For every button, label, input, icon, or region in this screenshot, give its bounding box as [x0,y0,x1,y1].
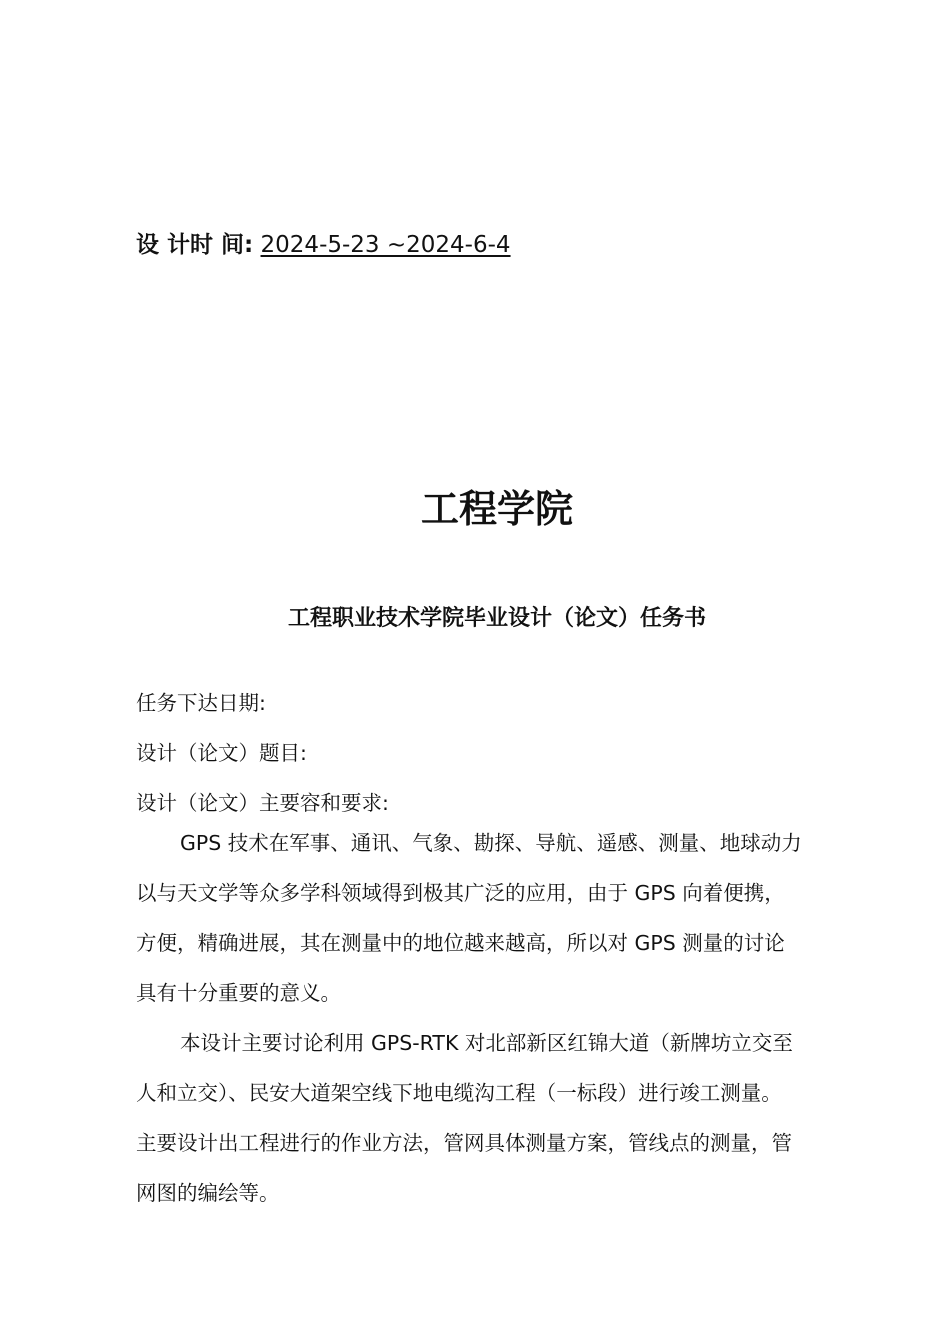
design-time-label: 设 计时 间: [136,232,254,258]
document-title: 工程职业技术学院毕业设计（论文）任务书 [287,606,706,631]
task-fields [136,678,389,828]
body-text [136,818,860,1218]
design-time-row [136,228,511,262]
paragraph-line: GPS 技术在军事、通讯、气象、勘探、导航、遥感、测量、地球动力 [180,831,802,855]
paragraph-line: 主要设计出工程进行的作业方法，管网具体测量方案，管线点的测量，管 [136,1131,792,1155]
paragraph-line: 网图的编绘等。 [136,1181,280,1205]
paragraph-line: 方便，精确进展，其在测量中的地位越来越高，所以对 GPS 测量的讨论 [136,931,785,955]
paragraph-gps-overview [136,818,860,1018]
college-name: 工程学院 [420,487,573,531]
paragraph-design-scope [136,1018,860,1218]
topic-field: 设计（论文）题目: [136,741,307,765]
paragraph-line: 以与天文学等众多学科领域得到极其广泛的应用，由于 GPS 向着便携， [136,881,785,905]
paragraph-line: 人和立交）、民安大道架空线下地电缆沟工程（一标段）进行竣工测量。 [136,1081,782,1105]
content-requirements-field: 设计（论文）主要容和要求: [136,791,389,815]
paragraph-line: 具有十分重要的意义。 [136,981,341,1005]
assign-date-field: 任务下达日期: [136,691,266,715]
design-time-value: 2024-5-23 ~2024-6-4 [260,232,511,258]
paragraph-line: 本设计主要讨论利用 GPS-RTK 对北部新区红锦大道（新牌坊立交至 [180,1031,793,1055]
